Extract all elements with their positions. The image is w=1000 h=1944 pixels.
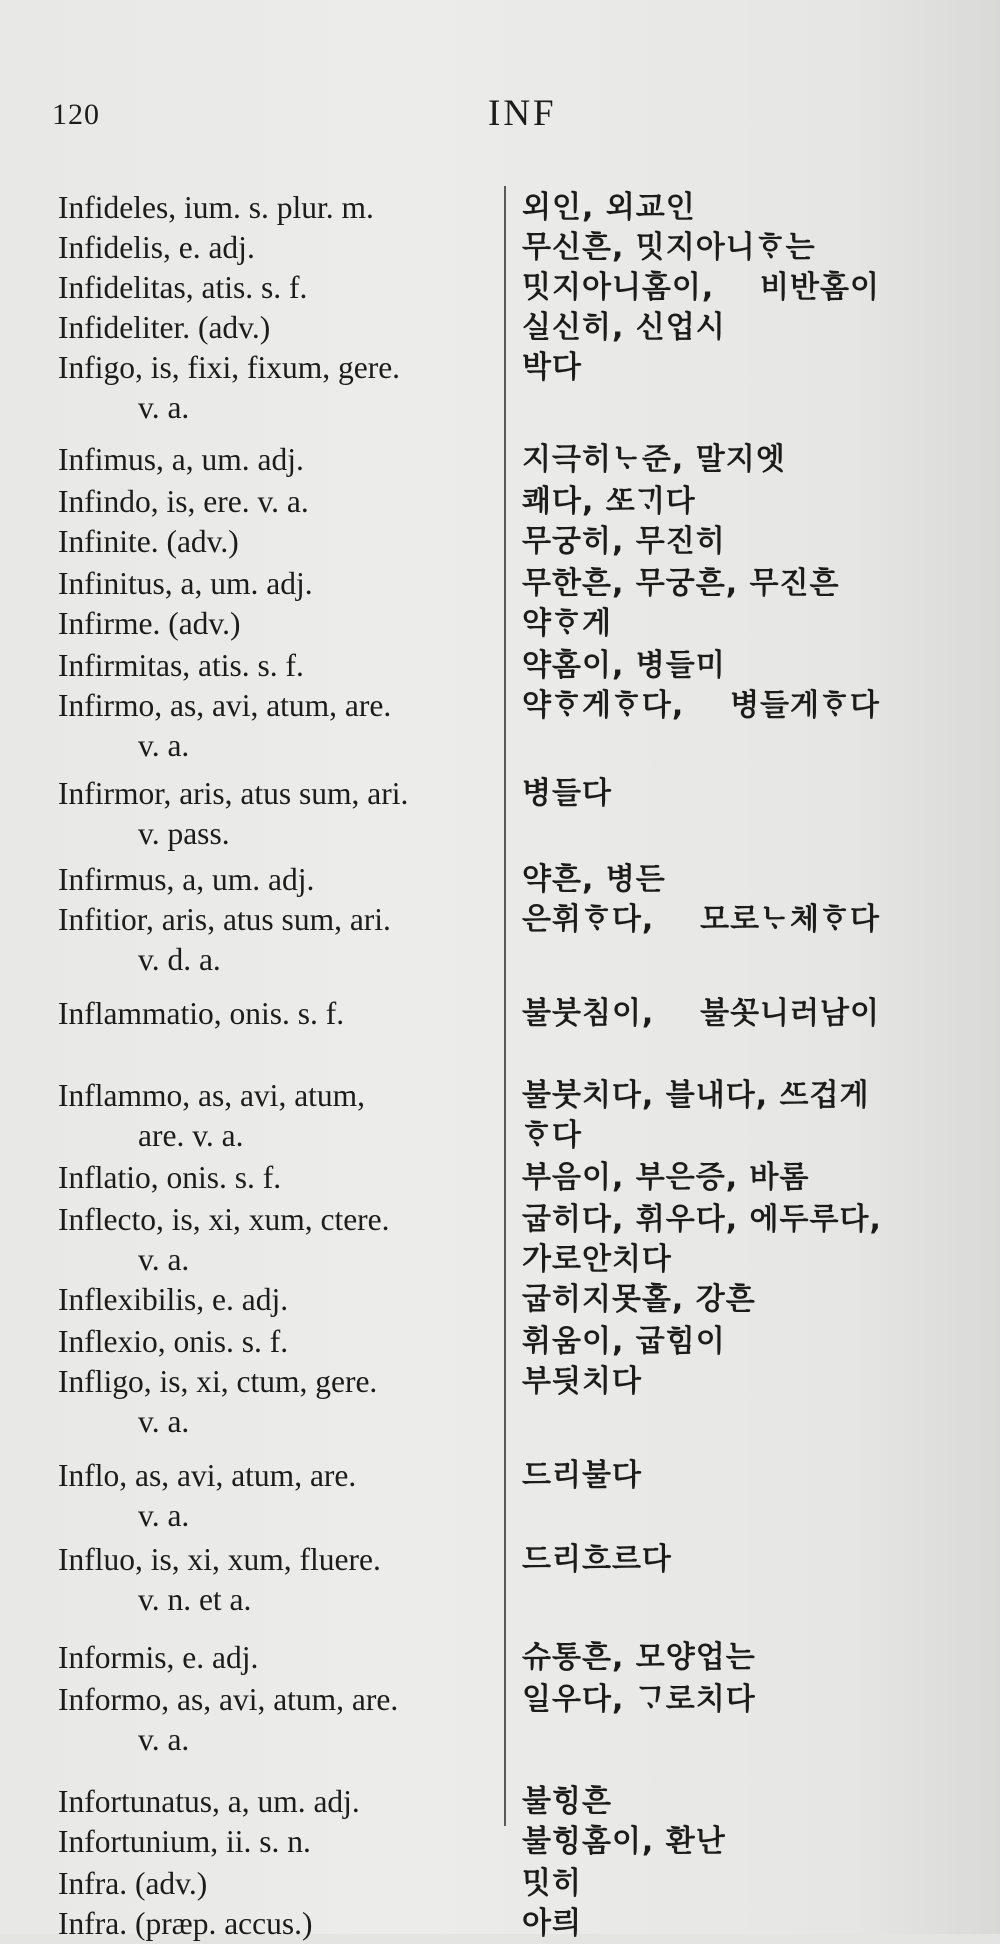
latin-text: Inflexibilis, e. adj. — [58, 1282, 289, 1317]
latin-headword — [58, 1456, 498, 1536]
page-header — [0, 92, 1000, 142]
korean-translation: 무신흔, 밋지아니ᄒᆞ는 — [522, 230, 816, 265]
entry-list — [0, 188, 1000, 1941]
latin-text: Influo, is, xi, xum, fluere. — [58, 1542, 381, 1577]
latin-headword — [58, 1158, 498, 1198]
korean-translation: 불붓침이, 불ᄭᅩᆺ니러남이 — [522, 996, 880, 1031]
page-number: 120 — [52, 98, 100, 131]
latin-headword — [58, 440, 498, 480]
latin-text: Infideles, ium. s. plur. m. — [58, 190, 374, 225]
korean-translation: 굽히다, 휘우다, 에두루다, 가로안치다 — [522, 1202, 882, 1277]
korean-translation: 부음이, 부은증, 바롬 — [522, 1160, 810, 1195]
latin-headword — [58, 1822, 498, 1862]
korean-translation: 불힝흔 — [522, 1784, 612, 1819]
latin-text: Infra. (adv.) — [58, 1866, 208, 1901]
latin-headword — [58, 900, 498, 980]
korean-translation: 약홈이, 병들미 — [522, 648, 726, 683]
latin-text: Infidelis, e. adj. — [58, 230, 255, 265]
latin-headword — [58, 1280, 498, 1320]
korean-translation: 밋히 — [522, 1866, 582, 1901]
latin-headword — [58, 522, 498, 562]
latin-continuation: v. pass. — [138, 816, 230, 851]
latin-continuation: v. a. — [138, 1242, 190, 1277]
korean-translation: 슈통흔, 모양업는 — [522, 1640, 756, 1675]
korean-translation: 외인, 외교인 — [522, 190, 696, 225]
latin-headword — [58, 1362, 498, 1442]
running-head: INF — [488, 93, 557, 134]
latin-headword — [58, 604, 498, 644]
latin-text: Infirme. (adv.) — [58, 606, 241, 641]
latin-headword — [58, 774, 498, 854]
latin-continuation: v. a. — [138, 1722, 190, 1757]
korean-translation: 약ᄒᆞ게 — [522, 606, 612, 641]
latin-text: Infidelitas, atis. s. f. — [58, 270, 308, 305]
latin-continuation: v. d. a. — [138, 942, 221, 977]
korean-translation: 굽히지못홀, 강흔 — [522, 1282, 756, 1317]
latin-headword — [58, 348, 498, 428]
korean-translation: 박다 — [522, 350, 582, 385]
korean-translation: 무궁히, 무진히 — [522, 524, 726, 559]
latin-text: Infra. (præp. accus.) — [58, 1906, 313, 1941]
korean-translation: 약흔, 병든 — [522, 862, 666, 897]
latin-headword — [58, 1638, 498, 1678]
latin-headword — [58, 646, 498, 686]
latin-continuation: v. a. — [138, 1498, 190, 1533]
latin-headword — [58, 1680, 498, 1760]
latin-headword — [58, 1540, 498, 1620]
korean-translation: 휘움이, 굽힘이 — [522, 1324, 726, 1359]
latin-headword — [58, 686, 498, 766]
latin-text: Inflatio, onis. s. f. — [58, 1160, 282, 1195]
latin-continuation: v. n. et a. — [138, 1582, 252, 1617]
korean-translation: 불힝홈이, 환난 — [522, 1824, 726, 1859]
latin-continuation: v. a. — [138, 1404, 190, 1439]
latin-text: Infligo, is, xi, ctum, gere. — [58, 1364, 378, 1399]
latin-headword — [58, 482, 498, 522]
korean-translation: 실신히, 신업시 — [522, 310, 726, 345]
korean-translation: 일우다, ᄀᆞ로치다 — [522, 1682, 756, 1717]
latin-text: Infortunium, ii. s. n. — [58, 1824, 311, 1859]
korean-translation: 드리흐르다 — [522, 1542, 672, 1577]
latin-continuation: v. a. — [138, 728, 190, 763]
korean-translation: 쾌다, ᄯᅩᄀᆡ다 — [522, 484, 696, 519]
latin-headword — [58, 228, 498, 268]
latin-continuation: are. v. a. — [138, 1118, 244, 1153]
latin-headword — [58, 1322, 498, 1362]
latin-headword — [58, 1200, 498, 1280]
korean-translation: 드리불다 — [522, 1458, 642, 1493]
latin-headword — [58, 1076, 498, 1156]
korean-translation: 지극히ᄂᆞ준, 말지엣 — [522, 442, 786, 477]
korean-translation: 밋지아니홈이, 비반홈이 — [522, 270, 880, 305]
latin-text: Infinite. (adv.) — [58, 524, 239, 559]
latin-text: Infideliter. (adv.) — [58, 310, 271, 345]
latin-headword — [58, 1904, 498, 1944]
latin-headword — [58, 308, 498, 348]
latin-headword — [58, 564, 498, 604]
latin-text: Inflecto, is, xi, xum, ctere. — [58, 1202, 390, 1237]
latin-headword — [58, 188, 498, 228]
latin-headword — [58, 994, 498, 1034]
latin-text: Inflexio, onis. s. f. — [58, 1324, 289, 1359]
latin-text: Infindo, is, ere. v. a. — [58, 484, 309, 519]
latin-text: Infirmo, as, avi, atum, are. — [58, 688, 392, 723]
latin-text: Inflo, as, avi, atum, are. — [58, 1458, 357, 1493]
latin-text: Informis, e. adj. — [58, 1640, 259, 1675]
korean-translation: 부딋치다 — [522, 1364, 642, 1399]
latin-text: Infirmor, aris, atus sum, ari. — [58, 776, 409, 811]
latin-text: Inflammatio, onis. s. f. — [58, 996, 345, 1031]
korean-translation: 은휘ᄒᆞ다, 모로ᄂᆞ체ᄒᆞ다 — [522, 902, 880, 937]
korean-translation: 아릐 — [522, 1906, 582, 1941]
latin-text: Inflammo, as, avi, atum, — [58, 1078, 366, 1113]
latin-text: Infirmus, a, um. adj. — [58, 862, 315, 897]
latin-text: Infortunatus, a, um. adj. — [58, 1784, 360, 1819]
latin-headword — [58, 268, 498, 308]
latin-text: Infinitus, a, um. adj. — [58, 566, 313, 601]
latin-text: Informo, as, avi, atum, are. — [58, 1682, 399, 1717]
latin-text: Infitior, aris, atus sum, ari. — [58, 902, 391, 937]
latin-text: Infimus, a, um. adj. — [58, 442, 304, 477]
korean-translation: 무한흔, 무궁흔, 무진흔 — [522, 566, 840, 601]
latin-text: Infigo, is, fixi, fixum, gere. — [58, 350, 401, 385]
latin-headword — [58, 860, 498, 900]
latin-text: Infirmitas, atis. s. f. — [58, 648, 304, 683]
korean-translation: 병들다 — [522, 776, 612, 811]
latin-continuation: v. a. — [138, 390, 190, 425]
korean-translation: 약ᄒᆞ게ᄒᆞ다, 병들게ᄒᆞ다 — [522, 688, 880, 723]
latin-headword — [58, 1864, 498, 1904]
latin-headword — [58, 1782, 498, 1822]
korean-translation: 불붓치다, 블내다, ᄯᅳ겁게 ᄒᆞ다 — [522, 1078, 870, 1153]
